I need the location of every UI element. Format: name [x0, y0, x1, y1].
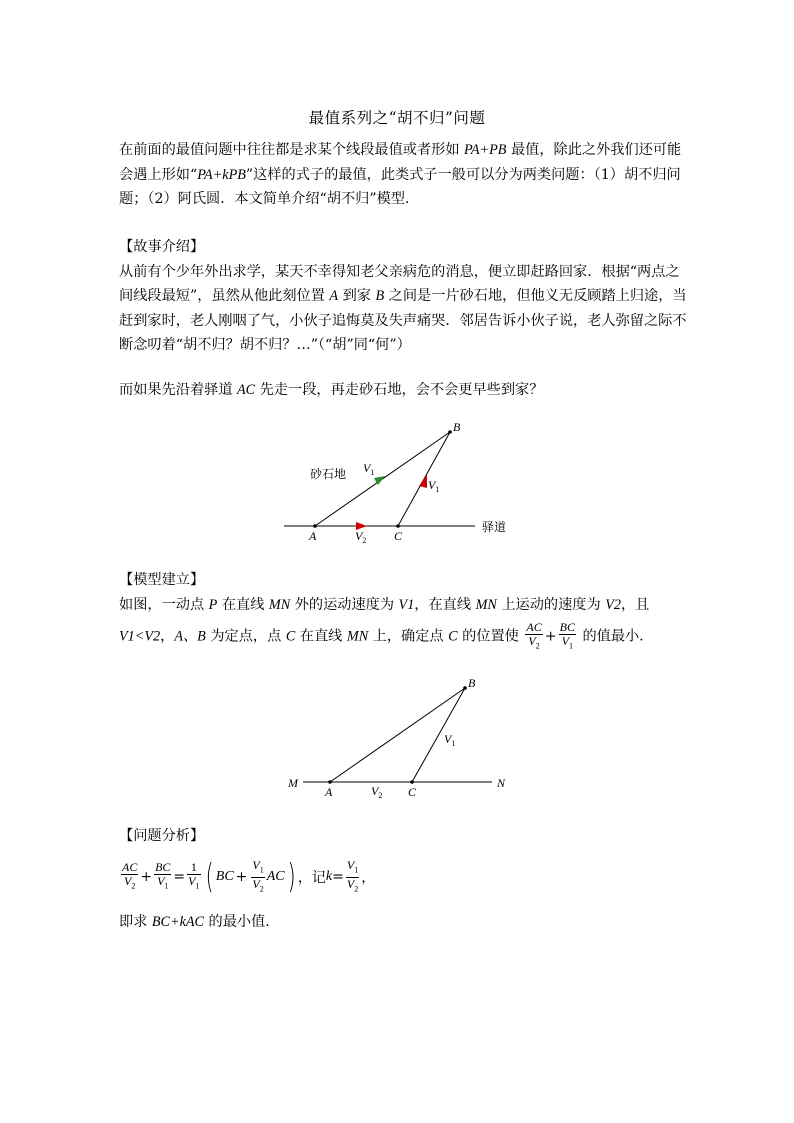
model-text: 的位置使 [457, 628, 524, 645]
analysis-section [119, 824, 679, 849]
line-mn-label: MN [346, 628, 369, 645]
point-c [410, 780, 414, 784]
intro-expression: PA+PB [464, 142, 507, 158]
label-v1-top: $V_1$ [363, 461, 375, 477]
point-p-label: P [208, 596, 218, 613]
fraction-ac-v2: $\frac{AC}{V_2}$ [526, 620, 542, 651]
line-mn-label: MN [268, 596, 291, 613]
conclusion-text: 的最小值． [204, 914, 280, 930]
model-text: ，且 [620, 596, 650, 613]
speed-v1-label: V1 [398, 596, 415, 613]
points-ab: A、B [174, 628, 206, 645]
right-paren: ) [287, 857, 296, 897]
line-mn-label: MN [475, 596, 497, 613]
label-v2: $V_2$ [355, 529, 367, 545]
model-text: 在直线 [295, 628, 347, 645]
plus-sign: + [544, 628, 557, 645]
label-a: A [309, 529, 317, 543]
intro-text: 最值，除此之外我们还可能 [506, 142, 682, 158]
intro-text: ”这样的式子的最值，此类式子一般可以分为两类问题：（1）胡不归问 [245, 166, 681, 183]
inequality: V1<V2 [119, 628, 161, 645]
formula-text: ，记 [297, 870, 326, 886]
conclusion-line [119, 910, 679, 935]
label-v2: $V_2$ [371, 784, 383, 800]
story-line-3: 赶到家时，老人刚咽了气，小伙子追悔莫及失声痛哭．邻居告诉小伙子说，老人弥留之际不 [119, 312, 687, 329]
intro-text: 会遇上形如“ [119, 166, 198, 183]
analysis-heading: 【问题分析】 [119, 828, 205, 844]
label-n: N [497, 776, 506, 790]
question-text: 先走一段，再走砂石地，会不会更早些到家？ [255, 382, 544, 398]
model-text: 外的运动速度为 [290, 596, 399, 613]
fraction-one-v1: $\frac{1}{V_1}$ [188, 860, 200, 891]
label-c: C [408, 785, 417, 799]
model-text: 的值最小． [577, 628, 654, 645]
label-v1: $V_1$ [444, 732, 456, 748]
point-c-label: C [285, 628, 296, 645]
point-c-label: C [448, 628, 458, 645]
page-title: 最值系列之“胡不归”问题 [308, 109, 486, 127]
intro-text: 在前面的最值问题中往往都是求某个线段最值或者形如 [119, 142, 465, 158]
left-paren: ( [205, 857, 214, 897]
intro-expression: PA+kPB [197, 166, 246, 183]
fraction-bc-v1: $\frac{BC}{V_1}$ [559, 620, 575, 651]
analysis-conclusion [119, 910, 679, 935]
model-text: 如图，一动点 [119, 596, 209, 613]
story-text: 到家 [338, 288, 376, 304]
conclusion-expression: BC+kAC [151, 914, 205, 930]
plus-sign: + [140, 869, 153, 885]
speed-v2-label: V2 [605, 596, 621, 613]
segment-ac-label: AC [237, 382, 256, 398]
fraction-bc-v1: $\frac{BC}{V_1}$ [155, 860, 171, 891]
model-text: 为定点，点 [205, 628, 286, 645]
story-heading: 【故事介绍】 [119, 239, 205, 255]
label-sand: 砂石地 [310, 467, 347, 481]
point-b [463, 686, 467, 690]
model-heading: 【模型建立】 [119, 572, 205, 588]
story-text: 间线段最短”，虽然从他此刻位置 [119, 288, 330, 304]
question-text: 而如果先沿着驿道 [119, 382, 238, 398]
label-m: M [288, 776, 298, 790]
equals-sign: = [332, 869, 344, 885]
conclusion-text: 即求 [119, 914, 152, 930]
fraction-k: $\frac{V_1}{V_2}$ [346, 858, 359, 893]
model-text: 上，确定点 [368, 628, 449, 645]
point-b-label: B [375, 288, 385, 304]
segment-cb [412, 688, 465, 782]
intro-line-3: 题；（2）阿氏圆．本文简单介绍“胡不归”模型． [119, 191, 420, 207]
point-a-label: A [329, 288, 339, 304]
inner-ac: AC [266, 869, 285, 884]
fraction-v1-v2: $\frac{V_1}{V_2}$ [252, 858, 264, 893]
model-text: 上运动的速度为 [496, 596, 606, 613]
inner-bc: BC [215, 869, 234, 884]
label-v1-right: $V_1$ [428, 478, 440, 494]
label-c: C [394, 529, 403, 543]
model-text: ，在直线 [414, 596, 476, 613]
point-a [328, 780, 332, 784]
story-line-1: 从前有个少年外出求学，某天不幸得知老父亲病危的消息，便立即赶路回家．根据“两点之 [119, 263, 680, 280]
label-road: 驿道 [482, 520, 507, 534]
story-text: 之间是一片砂石地，但他义无反顾踏上归途，当 [384, 288, 687, 304]
model-text: ， [160, 628, 175, 645]
formula-text: ， [361, 870, 376, 886]
label-b: B [468, 676, 476, 690]
plus-sign: + [235, 869, 248, 885]
analysis-formula [119, 855, 375, 899]
equals-sign: = [173, 869, 186, 885]
model-text: 在直线 [217, 596, 269, 613]
k-symbol: k [325, 869, 333, 884]
label-b: B [453, 420, 461, 434]
fraction-ac-v2: $\frac{AC}{V_2}$ [122, 860, 138, 891]
story-line-4: 断念叨着“胡不归？胡不归？…”（“胡”同“何”） [119, 337, 411, 353]
label-a: A [325, 785, 333, 799]
